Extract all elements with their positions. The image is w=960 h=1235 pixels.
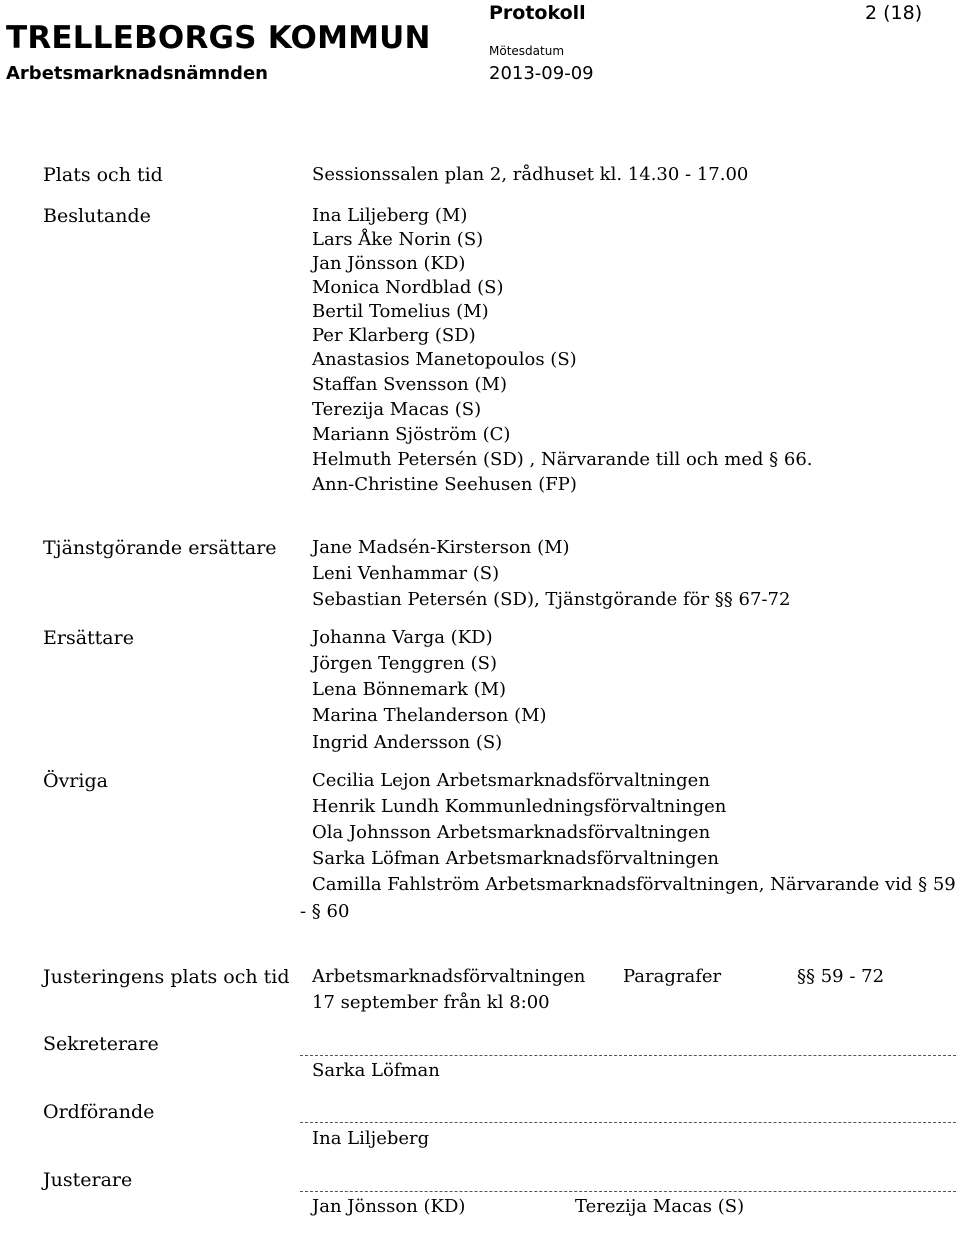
justerare-label: Justerare	[43, 1169, 133, 1191]
list-item: Ann-Christine Seehusen (FP)	[312, 474, 577, 495]
justerare-name-2: Terezija Macas (S)	[575, 1196, 745, 1217]
list-item: Monica Nordblad (S)	[312, 277, 504, 298]
sekreterare-signature-line	[300, 1055, 956, 1056]
list-item: Jan Jönsson (KD)	[312, 253, 466, 274]
ordforande-signature-line	[300, 1122, 956, 1123]
justerare-name-1: Jan Jönsson (KD)	[312, 1196, 466, 1217]
municipality-name: TRELLEBORGS KOMMUN	[6, 20, 431, 56]
list-item: Ina Liljeberg (M)	[312, 205, 468, 226]
tjanstgorande-label: Tjänstgörande ersättare	[43, 537, 277, 559]
meeting-date: 2013-09-09	[489, 63, 594, 84]
list-item: Leni Venhammar (S)	[312, 563, 500, 584]
list-item: Sarka Löfman Arbetsmarknadsförvaltningen	[312, 848, 719, 869]
ordforande-label: Ordförande	[43, 1101, 155, 1123]
page-number: 2 (18)	[865, 2, 923, 24]
sekreterare-name: Sarka Löfman	[312, 1060, 440, 1081]
list-item: Mariann Sjöström (C)	[312, 424, 511, 445]
list-item: Staffan Svensson (M)	[312, 374, 507, 395]
list-item: Bertil Tomelius (M)	[312, 301, 489, 322]
list-item: Helmuth Petersén (SD) , Närvarande till och med § 66.	[312, 449, 813, 470]
justering-place: Arbetsmarknadsförvaltningen	[312, 966, 586, 987]
list-item: Ingrid Andersson (S)	[312, 732, 503, 753]
list-item-continuation: - § 60	[300, 901, 350, 922]
list-item: Jörgen Tenggren (S)	[312, 653, 497, 674]
list-item: Ola Johnsson Arbetsmarknadsförvaltningen	[312, 822, 711, 843]
ovriga-label: Övriga	[43, 770, 108, 792]
document-type: Protokoll	[489, 2, 586, 24]
place-time-value: Sessionssalen plan 2, rådhuset kl. 14.30 - 17.00	[312, 164, 749, 185]
list-item: Sebastian Petersén (SD), Tjänstgörande för §§ 67-72	[312, 589, 791, 610]
justering-time: 17 september från kl 8:00	[312, 992, 550, 1013]
ordforande-name: Ina Liljeberg	[312, 1128, 430, 1149]
list-item: Henrik Lundh Kommunledningsförvaltningen	[312, 796, 727, 817]
list-item: Jane Madsén-Kirsterson (M)	[312, 537, 570, 558]
justering-label: Justeringens plats och tid	[43, 966, 290, 988]
sekreterare-label: Sekreterare	[43, 1033, 159, 1055]
beslutande-label: Beslutande	[43, 205, 151, 227]
paragrafer-value: §§ 59 - 72	[797, 966, 885, 987]
list-item: Lena Bönnemark (M)	[312, 679, 507, 700]
ersattare-label: Ersättare	[43, 627, 134, 649]
list-item: Lars Åke Norin (S)	[312, 229, 484, 250]
list-item: Camilla Fahlström Arbetsmarknadsförvaltningen, Närvarande vid § 59	[312, 874, 956, 895]
paragrafer-label: Paragrafer	[623, 966, 722, 987]
meeting-date-label: Mötesdatum	[489, 44, 565, 58]
list-item: Cecilia Lejon Arbetsmarknadsförvaltningen	[312, 770, 710, 791]
list-item: Johanna Varga (KD)	[312, 627, 493, 648]
justerare-signature-line	[300, 1191, 956, 1192]
committee-name: Arbetsmarknadsnämnden	[6, 63, 268, 84]
list-item: Per Klarberg (SD)	[312, 325, 476, 346]
list-item: Marina Thelanderson (M)	[312, 705, 547, 726]
list-item: Terezija Macas (S)	[312, 399, 482, 420]
place-time-label: Plats och tid	[43, 164, 163, 186]
list-item: Anastasios Manetopoulos (S)	[312, 349, 577, 370]
